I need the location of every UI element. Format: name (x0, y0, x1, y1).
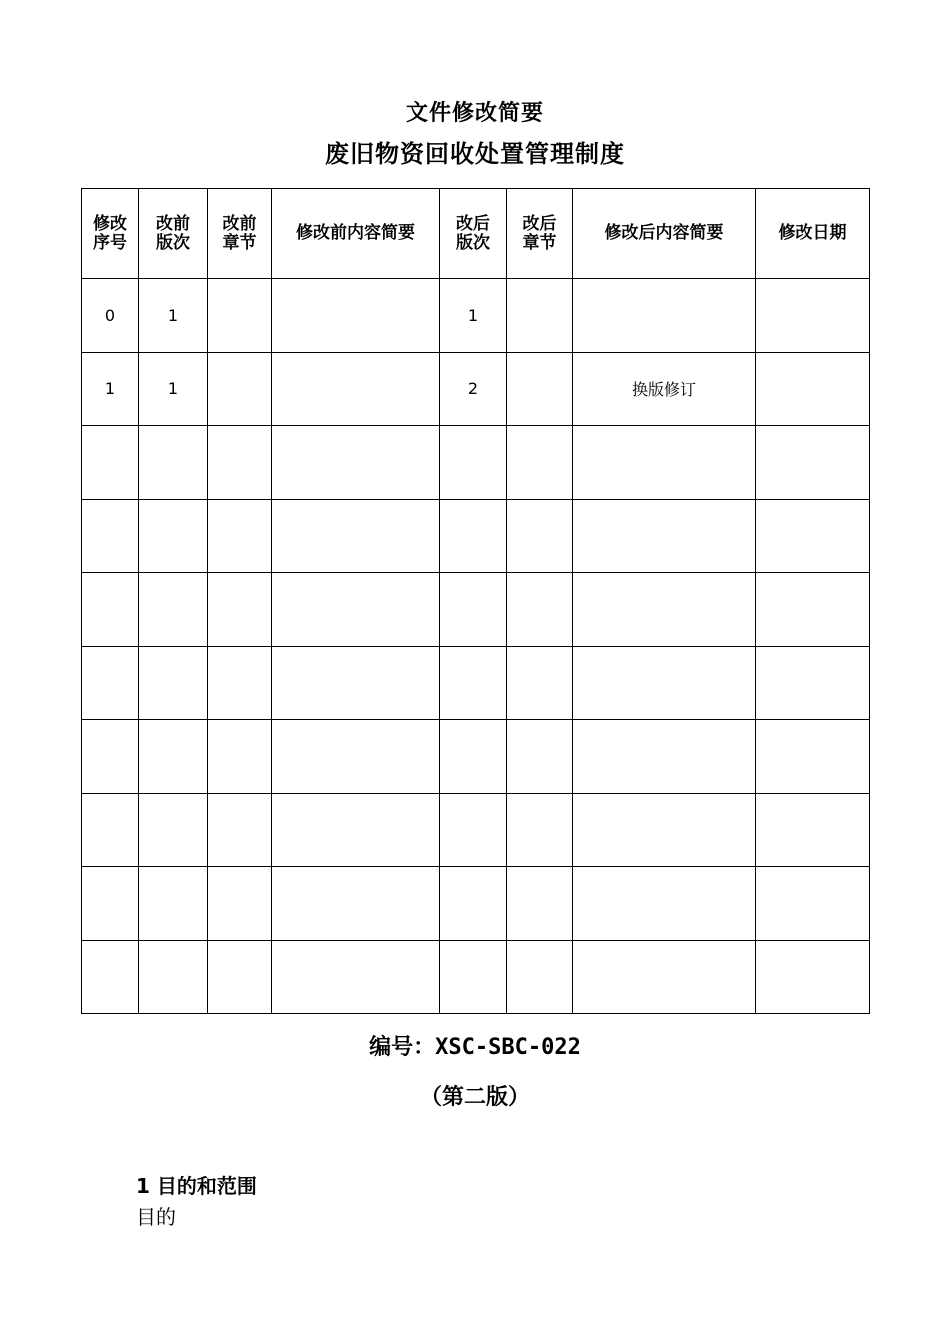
table-cell (82, 720, 139, 794)
table-cell (82, 573, 139, 647)
table-cell (756, 573, 870, 647)
header-revision-no: 修改 序号 (82, 189, 139, 279)
table-cell (139, 573, 208, 647)
table-cell (507, 426, 573, 500)
table-cell (139, 867, 208, 941)
section-subheading: 目的 (136, 1205, 176, 1229)
table-cell (507, 646, 573, 720)
table-cell (756, 793, 870, 867)
table-cell (573, 426, 756, 500)
table-row (82, 646, 870, 720)
table-cell (756, 646, 870, 720)
table-cell (208, 352, 272, 426)
table-cell: 0 (82, 279, 139, 353)
table-cell (573, 720, 756, 794)
table-cell (573, 279, 756, 353)
header-prev-summary: 修改前内容简要 (272, 189, 440, 279)
header-new-section: 改后 章节 (507, 189, 573, 279)
table-cell (272, 940, 440, 1014)
table-cell (440, 793, 507, 867)
table-row (82, 867, 870, 941)
table-cell (507, 793, 573, 867)
table-cell (139, 793, 208, 867)
table-row (82, 426, 870, 500)
table-cell (507, 352, 573, 426)
table-row (82, 940, 870, 1014)
table-cell (208, 426, 272, 500)
table-cell (573, 573, 756, 647)
table-cell: 换版修订 (573, 352, 756, 426)
table-cell (139, 940, 208, 1014)
table-cell (440, 940, 507, 1014)
table-cell (573, 940, 756, 1014)
table-cell (272, 279, 440, 353)
table-row (82, 573, 870, 647)
table-cell (440, 499, 507, 573)
edition-label: （第二版） (419, 1085, 530, 1110)
table-cell (756, 426, 870, 500)
table-cell (82, 499, 139, 573)
table-cell (756, 940, 870, 1014)
table-cell (208, 279, 272, 353)
table-row (82, 720, 870, 794)
header-prev-section: 改前 章节 (208, 189, 272, 279)
table-cell (440, 646, 507, 720)
table-cell (272, 573, 440, 647)
table-cell (507, 499, 573, 573)
table-cell (756, 279, 870, 353)
revision-table (81, 188, 870, 1014)
table-cell (82, 867, 139, 941)
table-cell (440, 426, 507, 500)
document-subtitle: 废旧物资回收处置管理制度 (325, 140, 625, 168)
document-code-value: XSC-SBC-022 (435, 1035, 581, 1060)
table-cell (208, 720, 272, 794)
table-header-row (82, 189, 870, 279)
section-heading: 1 目的和范围 (136, 1174, 257, 1198)
table-cell (208, 646, 272, 720)
header-revision-date: 修改日期 (756, 189, 870, 279)
table-row (82, 279, 870, 353)
table-cell (272, 867, 440, 941)
table-cell (507, 867, 573, 941)
table-cell (440, 867, 507, 941)
table-cell (208, 867, 272, 941)
table-cell (82, 646, 139, 720)
table-cell (507, 573, 573, 647)
table-cell (82, 426, 139, 500)
table-cell: 1 (139, 352, 208, 426)
table-cell (139, 426, 208, 500)
table-cell (139, 720, 208, 794)
table-cell (208, 573, 272, 647)
table-cell (573, 867, 756, 941)
document-code-label: 编号： (369, 1035, 436, 1060)
table-cell (272, 720, 440, 794)
table-cell (208, 499, 272, 573)
table-cell: 1 (139, 279, 208, 353)
table-row (82, 793, 870, 867)
table-cell: 2 (440, 352, 507, 426)
table-cell (272, 426, 440, 500)
table-cell (507, 940, 573, 1014)
table-cell (756, 352, 870, 426)
table-row (82, 352, 870, 426)
table-cell: 1 (440, 279, 507, 353)
table-cell (440, 720, 507, 794)
table-cell (272, 499, 440, 573)
table-cell (756, 499, 870, 573)
table-cell (272, 646, 440, 720)
table-cell (208, 940, 272, 1014)
table-cell (272, 352, 440, 426)
table-cell (208, 793, 272, 867)
table-cell (139, 499, 208, 573)
table-cell (82, 793, 139, 867)
document-title: 文件修改简要 (405, 101, 544, 126)
table-cell (573, 646, 756, 720)
table-row (82, 499, 870, 573)
table-cell (272, 793, 440, 867)
table-cell (573, 499, 756, 573)
table-cell (440, 573, 507, 647)
table-cell (507, 279, 573, 353)
header-new-summary: 修改后内容简要 (573, 189, 756, 279)
table-cell: 1 (82, 352, 139, 426)
document-code (0, 1030, 950, 1061)
header-prev-version: 改前 版次 (139, 189, 208, 279)
table-cell (507, 720, 573, 794)
table-cell (756, 720, 870, 794)
table-cell (139, 646, 208, 720)
table-cell (573, 793, 756, 867)
header-new-version: 改后 版次 (440, 189, 507, 279)
table-cell (82, 940, 139, 1014)
table-cell (756, 867, 870, 941)
